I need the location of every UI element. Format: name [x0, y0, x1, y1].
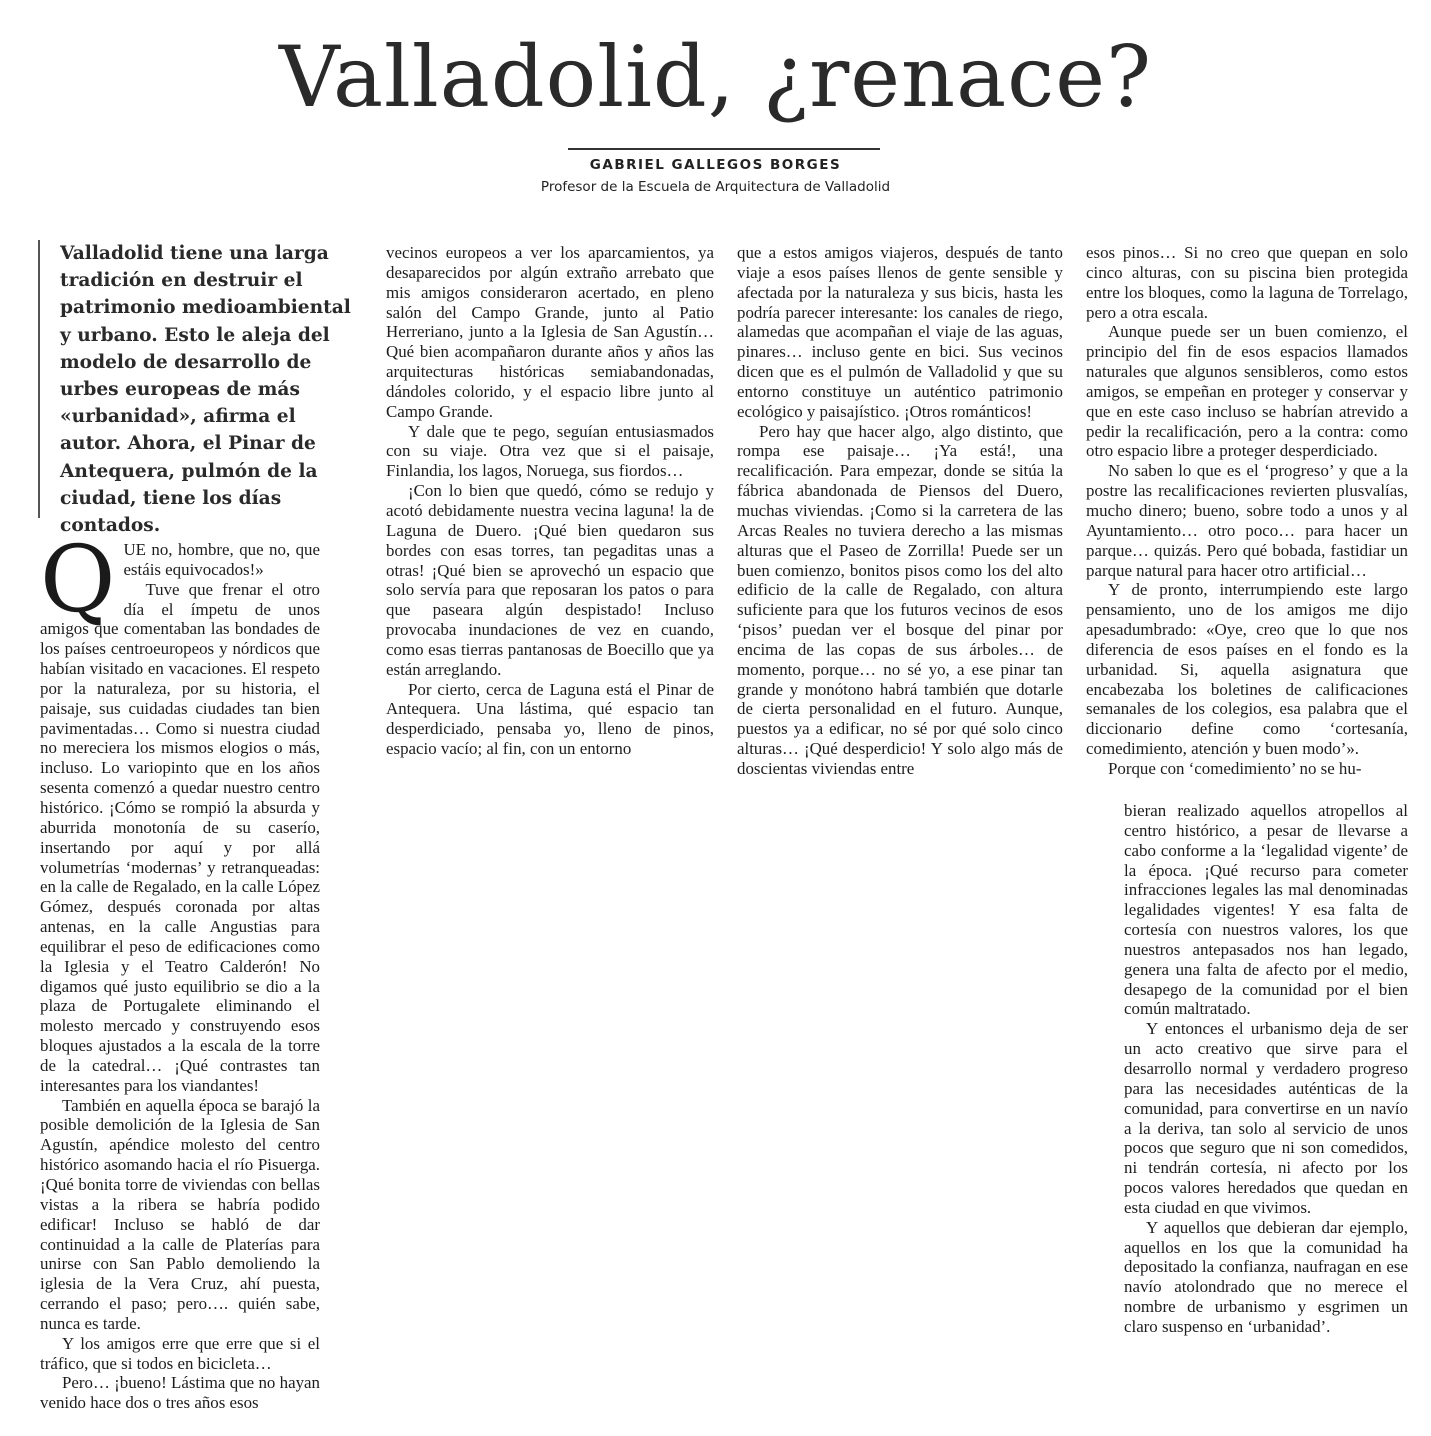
paragraph: Y entonces el urbanismo deja de ser un acto creativo que sirve para el desarrollo normal y verdadero progreso para las necesidades auténticas de la comunidad, para convertirse en un navío a la deriva, tan solo al servicio de unos pocos que seguro que ni son comedidos, ni tendrán cortesía, ni afecto por los pocos valores heredados que quedan en esta ciudad en que vivimos.	[1124, 1019, 1408, 1217]
lead-paragraph	[38, 240, 363, 537]
paragraph: Pero… ¡bueno! Lástima que no hayan venido hace dos o tres años esos	[40, 1373, 320, 1413]
paragraph: También en aquella época se barajó la posible demolición de la Iglesia de San Agustín, apéndice molesto del centro histórico asomando hacia el río Pisuerga. ¡Qué bonita torre de viviendas con bellas vistas a la ribera se habría podido edificar! Incluso se habló de dar continuidad a la calle de Platerías para unirse con San Pablo demoliendo la iglesia de la Vera Cruz, ahí puesta, cerrando el paso; pero…. quién sabe, nunca es tarde.	[40, 1095, 320, 1333]
drop-cap: Q	[40, 526, 116, 633]
byline-rule	[568, 148, 880, 150]
paragraph: vecinos europeos a ver los aparcamientos, ya desaparecidos por algún extraño arrebato que mis amigos consideraron acertado, en pleno salón del Campo Grande, junto al Patio Herreriano, junto a la Iglesia de San Agustín… Qué bien acompañaron durante años y años las arquitecturas históricas semiabandonadas, dándoles colorido, y el espacio libre junto al Campo Grande.	[386, 243, 714, 421]
paragraph: Por cierto, cerca de Laguna está el Pinar de Antequera. Una lástima, qué espacio tan desperdiciado, pensaba yo, lleno de pinos, espacio vacío; al fin, con un entorno	[386, 679, 714, 759]
paragraph: Tuve que frenar el otro día el ímpetu de unos amigos que comentaban las bondades de los países centroeuropeos y nórdicos que habían visitado en vacaciones. El respeto por la naturaleza, por su historia, el paisaje, sus cuidadas ciudades tan bien pavimentadas… Como si nuestra ciudad no mereciera los mismos elogios o más, incluso. Lo variopinto que en los años sesenta comenzó a quedar nuestro centro histórico. ¡Cómo se rompió la absurda y aburrida monotonía de su caserío, insertando por aquí y por allá volumetrías ‘modernas’ y retranqueadas: en la calle de Regalado, en la calle López Gómez, después coronada por altas antenas, en la calle Angustias para equilibrar el peso de edificaciones como la Iglesia y el Teatro Calderón! No digamos qué justo equilibrio se dio a la plaza de Portugalete eliminando el molesto mercado y construyendo esos bloques ajustados a la escala de la torre de la catedral… ¡Qué contrastes tan interesantes para los viandantes!	[40, 579, 320, 1095]
paragraph: que a estos amigos viajeros, después de tanto viaje a esos países llenos de gente sensible y afectada por la naturaleza y sus bicis, hasta les podría parecer interesante: los canales de riego, alamedas que acompañan el viaje de las aguas, pinares… incluso gente en bici. Sus vecinos dicen que es el pulmón de Valladolid y que su entorno constituye un auténtico patrimonio ecológico y paisajístico. ¡Otros románticos!	[737, 243, 1063, 421]
column-3	[737, 243, 1063, 779]
column-1	[40, 526, 320, 1413]
paragraph: bieran realizado aquellos atropellos al centro histórico, a pesar de llevarse a cabo conforme a la ‘legalidad vigente’ de la época. ¡Qué recurso para cometer infracciones legales las mal denominadas legalidades vigentes! Y esa falta de cortesía con nuestros valores, los que nuestros antepasados nos han legado, genera una falta de afecto por el medio, desapego de la comunidad por el bien común maltratado.	[1124, 801, 1408, 1019]
lead-text: Valladolid tiene una larga tradición en destruir el patrimonio medioambiental y urbano. Esto le aleja del modelo de desarrollo de urbes europeas de más «urbanidad», afirma el autor. Ahora, el Pinar de Antequera, pulmón de la ciudad, tiene los días contados.	[60, 243, 351, 537]
paragraph: Aunque puede ser un buen comienzo, el principio del fin de esos espacios llamados naturales que algunos sensibleros, como estos amigos, se empeñan en proteger y conservar y que en este caso incluso se habrían atrevido a pedir la recalificación, pero a la contra: como otro espacio libre a proteger desperdiciado.	[1086, 322, 1408, 461]
paragraph: ¡Con lo bien que quedó, cómo se redujo y acotó debidamente nuestra vecina laguna! la de Laguna de Duero. ¡Qué bien quedaron sus bordes con esas torres, tan pegaditas unas a otras! ¡Qué bien se aprovechó un espacio que solo servía para que reposaran los patos o para que paseara algún despistado! Incluso provocaba inundaciones de vez en cuando, como esas tierras pantanosas de Boecillo que ya están arreglando.	[386, 481, 714, 679]
headline: Valladolid, ¿renace?	[279, 28, 1152, 126]
paragraph: Porque con ‘comedimiento’ no se hu-	[1108, 758, 1362, 778]
column-4	[1086, 243, 1408, 779]
paragraph: Y los amigos erre que erre que si el tráfico, que si todos en bicicleta…	[40, 1333, 320, 1373]
opening-paragraph	[40, 526, 320, 633]
author-role: Profesor de la Escuela de Arquitectura de Valladolid	[540, 179, 891, 195]
author-name: GABRIEL GALLEGOS BORGES	[589, 157, 842, 173]
column-4-narrow	[1124, 801, 1408, 1337]
paragraph: Y dale que te pego, seguían entusiasmados con su viaje. Otra vez que si el paisaje, Finlandia, los lagos, Noruega, sus fiordos…	[386, 421, 714, 481]
paragraph: Pero hay que hacer algo, algo distinto, que rompa ese paisaje… ¡Ya está!, una recalificación. Para empezar, donde se sitúa la fábrica abandonada de Piensos del Duero, muchas viviendas. ¡Como si la carretera de las Arcas Reales no tuviera derecho a las mismas alturas que el Paseo de Zorrilla! Puede ser un buen comienzo, bonitos pisos como los del alto edificio de la calle de Regalado, con altura suficiente para que los futuros vecinos de esos ‘pisos’ puedan ver el bosque del pinar por encima de las copas de sus árboles… de momento, porque… no sé yo, a ese pinar tan grande y monótono habrá también que dotarle de cierta personalidad en el futuro. Aunque, puestos ya a edificar, no sé por qué solo cinco alturas… ¡Qué desperdicio! Y solo algo más de doscientas viviendas entre	[737, 421, 1063, 778]
column-2	[386, 243, 714, 759]
paragraph: No saben lo que es el ‘progreso’ y que a la postre las recalificaciones revierten plusvalías, mucho dinero; bueno, sobre todo a unos y al Ayuntamiento… otro poco… para hacer un parque… quizás. Pero qué bobada, fastidiar un parque natural para hacer otro artificial…	[1086, 461, 1408, 580]
paragraph: Y aquellos que debieran dar ejemplo, aquellos en los que la comunidad ha depositado la confianza, naufragan en ese navío atolondrado que no merece el nombre de urbanismo y esgrimen un claro suspenso en ‘urbanidad’.	[1124, 1217, 1408, 1336]
paragraph: Y de pronto, interrumpiendo este largo pensamiento, uno de los amigos me dijo apesadumbrado: «Oye, creo que lo que nos diferencia de esos países en el fondo es la urbanidad. Si, aquella asignatura que encabezaba los boletines de calificaciones semanales de los colegios, esa palabra que el diccionario define como ‘cortesanía, comedimiento, atención y buen modo’».	[1086, 580, 1408, 759]
paragraph: esos pinos… Si no creo que quepan en solo cinco alturas, con su piscina bien protegida entre los bloques, como la laguna de Torrelago, pero a otra escala.	[1086, 243, 1408, 322]
opening-text: UE no, hombre, que no, que estáis equivocados!»	[123, 540, 320, 579]
